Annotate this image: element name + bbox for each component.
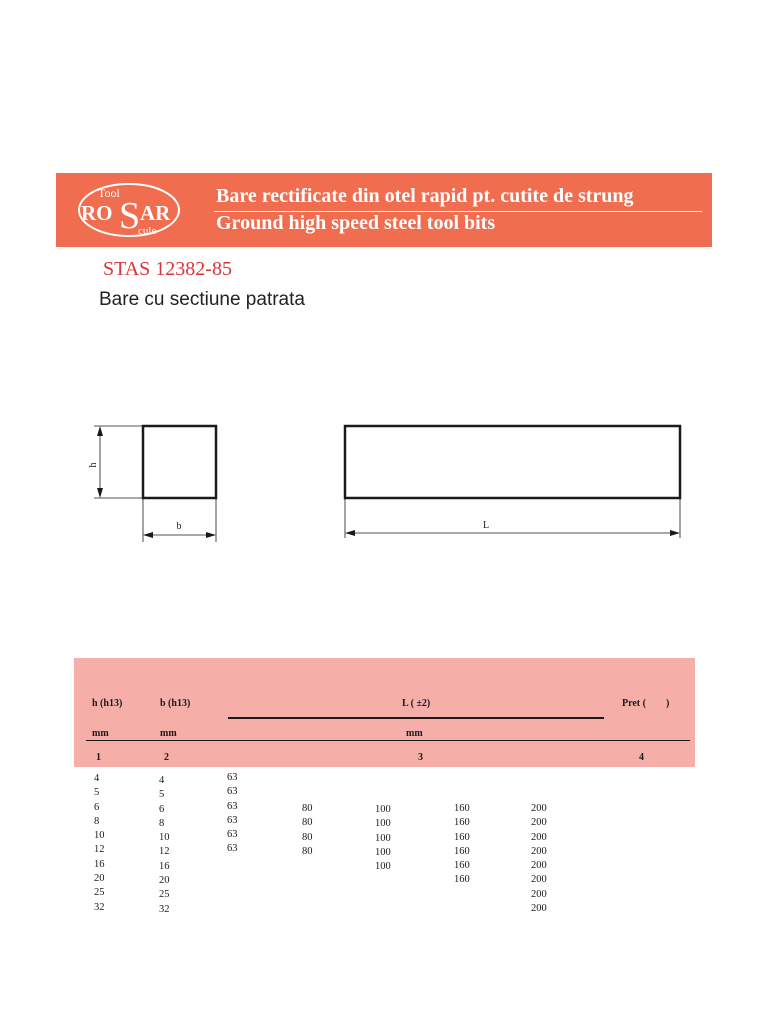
table-cell: 63: [227, 772, 238, 783]
table-cell: 6: [159, 803, 165, 815]
table-cell: 12: [159, 846, 170, 858]
drawing-svg: [80, 410, 700, 550]
logo-s-text: S: [119, 195, 141, 237]
table-cell: 100: [375, 818, 391, 830]
logo-graphic: [76, 180, 182, 240]
table-cell: 10: [94, 830, 105, 842]
table-cell: 63: [227, 786, 238, 798]
l200-column: [531, 802, 547, 916]
col-number-1: 1: [96, 752, 101, 763]
table-cell: 200: [531, 831, 547, 843]
unit-l: mm: [406, 728, 423, 739]
table-cell: 100: [375, 804, 391, 815]
table-cell: 100: [375, 846, 391, 858]
table-header: [74, 658, 695, 767]
table-cell: 16: [94, 858, 105, 870]
col-number-2: 2: [164, 752, 169, 763]
table-cell: 160: [454, 845, 470, 857]
h-values-column: [94, 772, 105, 915]
units-rule: [86, 740, 690, 741]
table-cell: 4: [159, 775, 165, 786]
header-banner: [56, 173, 712, 247]
table-cell: 20: [159, 875, 170, 887]
table-cell: 100: [375, 861, 391, 873]
col-number-4: 4: [639, 752, 644, 763]
table-cell: 200: [531, 903, 547, 915]
table-cell: 25: [159, 889, 170, 901]
unit-h: mm: [92, 728, 109, 739]
table-cell: 63: [227, 814, 238, 826]
table-cell: 160: [454, 874, 470, 886]
table-cell: 5: [94, 787, 100, 799]
table-cell: 6: [94, 801, 100, 813]
l160-column: [454, 802, 470, 888]
table-cell: 80: [302, 803, 313, 814]
table-cell: 32: [159, 903, 170, 915]
col-header-h: h (h13): [92, 698, 123, 709]
l-header-rule: [228, 717, 604, 719]
table-cell: 80: [302, 817, 313, 829]
rosar-logo: [76, 180, 182, 240]
table-cell: 20: [94, 873, 105, 885]
table-cell: 32: [94, 901, 105, 913]
standard-code: STAS 12382-85: [103, 258, 232, 280]
l-label: L: [482, 520, 490, 531]
table-cell: 8: [94, 815, 100, 827]
col-header-b: b (h13): [160, 698, 191, 709]
table-cell: 200: [531, 874, 547, 886]
table-cell: 200: [531, 888, 547, 900]
square-section: [143, 426, 216, 498]
table-cell: 16: [159, 860, 170, 872]
b-values-column: [159, 774, 170, 917]
table-cell: 80: [302, 831, 313, 843]
title-english: Ground high speed steel tool bits: [216, 212, 496, 234]
l100-column: [375, 803, 391, 874]
table-cell: 160: [454, 817, 470, 829]
table-cell: 160: [454, 831, 470, 843]
h-label: h: [88, 462, 99, 468]
logo-ro-text: RO: [81, 201, 113, 225]
table-cell: 200: [531, 817, 547, 829]
table-cell: 12: [94, 844, 105, 856]
col-number-3: 3: [418, 752, 423, 763]
col-header-l: L ( ±2): [402, 698, 431, 709]
table-cell: 10: [159, 832, 170, 844]
logo-cule-text: cule: [138, 225, 157, 237]
table-cell: 100: [375, 832, 391, 844]
table-cell: 200: [531, 845, 547, 857]
b-label: b: [176, 521, 182, 532]
table-cell: 5: [159, 789, 165, 801]
table-cell: 160: [454, 803, 470, 814]
logo-ar-text: AR: [140, 201, 171, 225]
section-subtitle: Bare cu sectiune patrata: [99, 289, 305, 310]
title-romanian: Bare rectificate din otel rapid pt. cutite de strung: [216, 185, 634, 207]
logo-tool-text: Tool: [98, 186, 120, 200]
l80-column: [302, 802, 313, 859]
l63-column: [227, 771, 238, 857]
table-cell: 4: [94, 773, 100, 784]
technical-drawing: [80, 410, 700, 550]
table-cell: 63: [227, 829, 238, 841]
table-cell: 63: [227, 800, 238, 812]
unit-b: mm: [160, 728, 177, 739]
table-cell: 200: [531, 803, 547, 814]
table-cell: 80: [302, 845, 313, 857]
table-cell: 200: [531, 860, 547, 872]
col-header-price: Pret ( ): [622, 698, 670, 709]
bar-side-view: [345, 426, 680, 498]
table-cell: 25: [94, 887, 105, 899]
table-cell: 160: [454, 860, 470, 872]
table-cell: 63: [227, 843, 238, 855]
table-cell: 8: [159, 817, 165, 829]
